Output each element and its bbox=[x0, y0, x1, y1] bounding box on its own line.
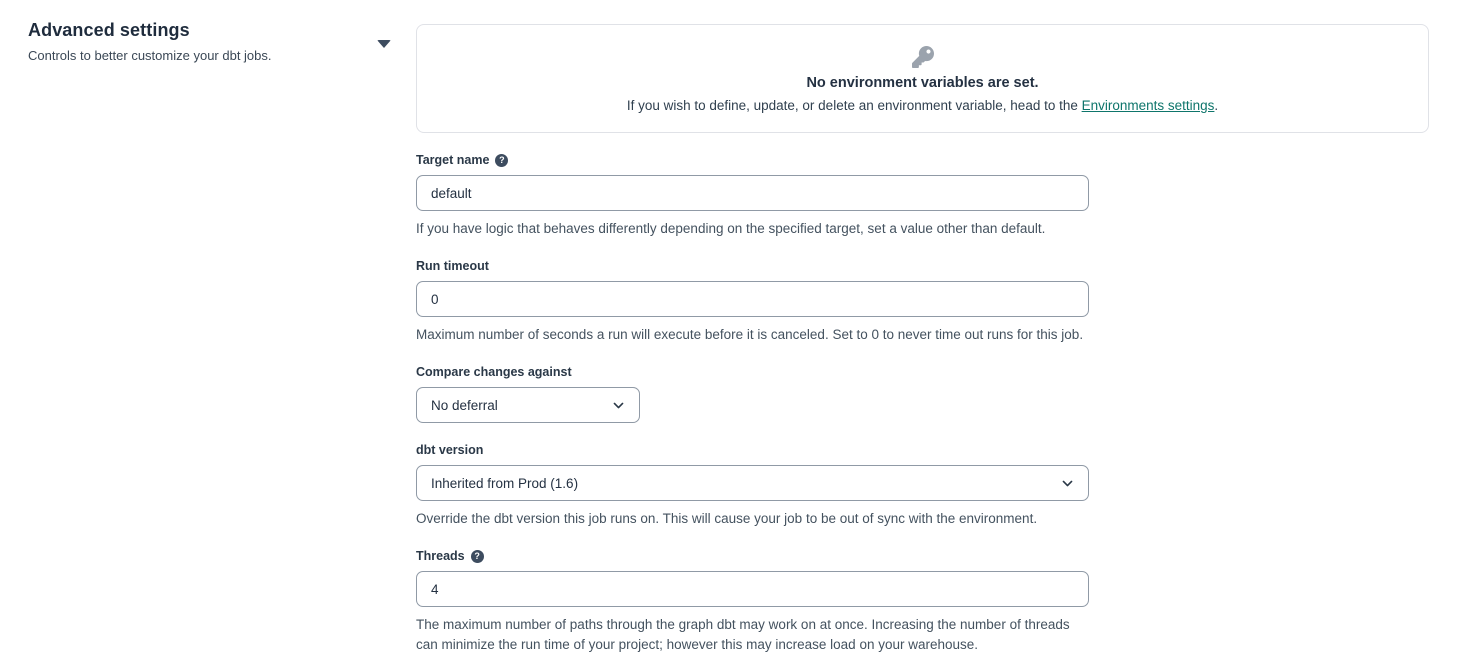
env-empty-title: No environment variables are set. bbox=[806, 75, 1039, 91]
dbt-version-select[interactable] bbox=[416, 465, 1089, 501]
dbt-version-label-row bbox=[416, 443, 1089, 457]
field-run-timeout bbox=[416, 259, 1089, 345]
run-timeout-label-row bbox=[416, 259, 1089, 273]
target-name-label-row bbox=[416, 153, 1089, 167]
page-title: Advanced settings bbox=[28, 20, 190, 40]
run-timeout-label: Run timeout bbox=[416, 259, 489, 273]
threads-label-row bbox=[416, 549, 1089, 563]
threads-helper: The maximum number of paths through the graph dbt may work on at once. Increasing the number of threads can minimize the run time of your project; however this may increase load on your warehouse. bbox=[416, 617, 1070, 652]
key-icon bbox=[912, 46, 934, 68]
chevron-down-icon bbox=[1061, 477, 1074, 490]
env-empty-message bbox=[627, 98, 1218, 113]
target-name-label: Target name bbox=[416, 153, 490, 167]
dbt-version-label: dbt version bbox=[416, 443, 484, 457]
advanced-settings-form bbox=[416, 0, 1429, 655]
threads-input[interactable] bbox=[416, 571, 1089, 607]
question-circle-icon[interactable]: ? bbox=[471, 550, 484, 563]
dbt-version-value: Inherited from Prod (1.6) bbox=[431, 475, 579, 491]
env-message-suffix: . bbox=[1214, 98, 1219, 113]
field-dbt-version bbox=[416, 443, 1089, 529]
compare-changes-value: No deferral bbox=[431, 397, 498, 413]
field-threads bbox=[416, 549, 1089, 655]
environments-settings-link[interactable]: Environments settings bbox=[1081, 98, 1215, 113]
dbt-version-helper: Override the dbt version this job runs on. This will cause your job to be out of sync with the environment. bbox=[416, 511, 1038, 526]
compare-changes-label-row bbox=[416, 365, 1089, 379]
caret-down-icon[interactable] bbox=[377, 40, 391, 48]
field-target-name bbox=[416, 153, 1089, 239]
compare-changes-select[interactable] bbox=[416, 387, 640, 423]
compare-changes-label: Compare changes against bbox=[416, 365, 572, 379]
env-variables-panel bbox=[416, 24, 1429, 133]
page-subtitle: Controls to better customize your dbt jobs. bbox=[28, 48, 272, 63]
field-compare-changes bbox=[416, 365, 1089, 423]
chevron-down-icon bbox=[612, 399, 625, 412]
section-header bbox=[28, 20, 358, 63]
question-circle-icon[interactable]: ? bbox=[495, 154, 508, 167]
run-timeout-helper: Maximum number of seconds a run will execute before it is canceled. Set to 0 to never time out runs for this job. bbox=[416, 327, 1084, 342]
target-name-input[interactable] bbox=[416, 175, 1089, 211]
run-timeout-input[interactable] bbox=[416, 281, 1089, 317]
threads-label: Threads bbox=[416, 549, 465, 563]
target-name-helper: If you have logic that behaves differently depending on the specified target, set a value other than default. bbox=[416, 221, 1046, 236]
env-message-prefix: If you wish to define, update, or delete an environment variable, head to the bbox=[626, 98, 1082, 113]
